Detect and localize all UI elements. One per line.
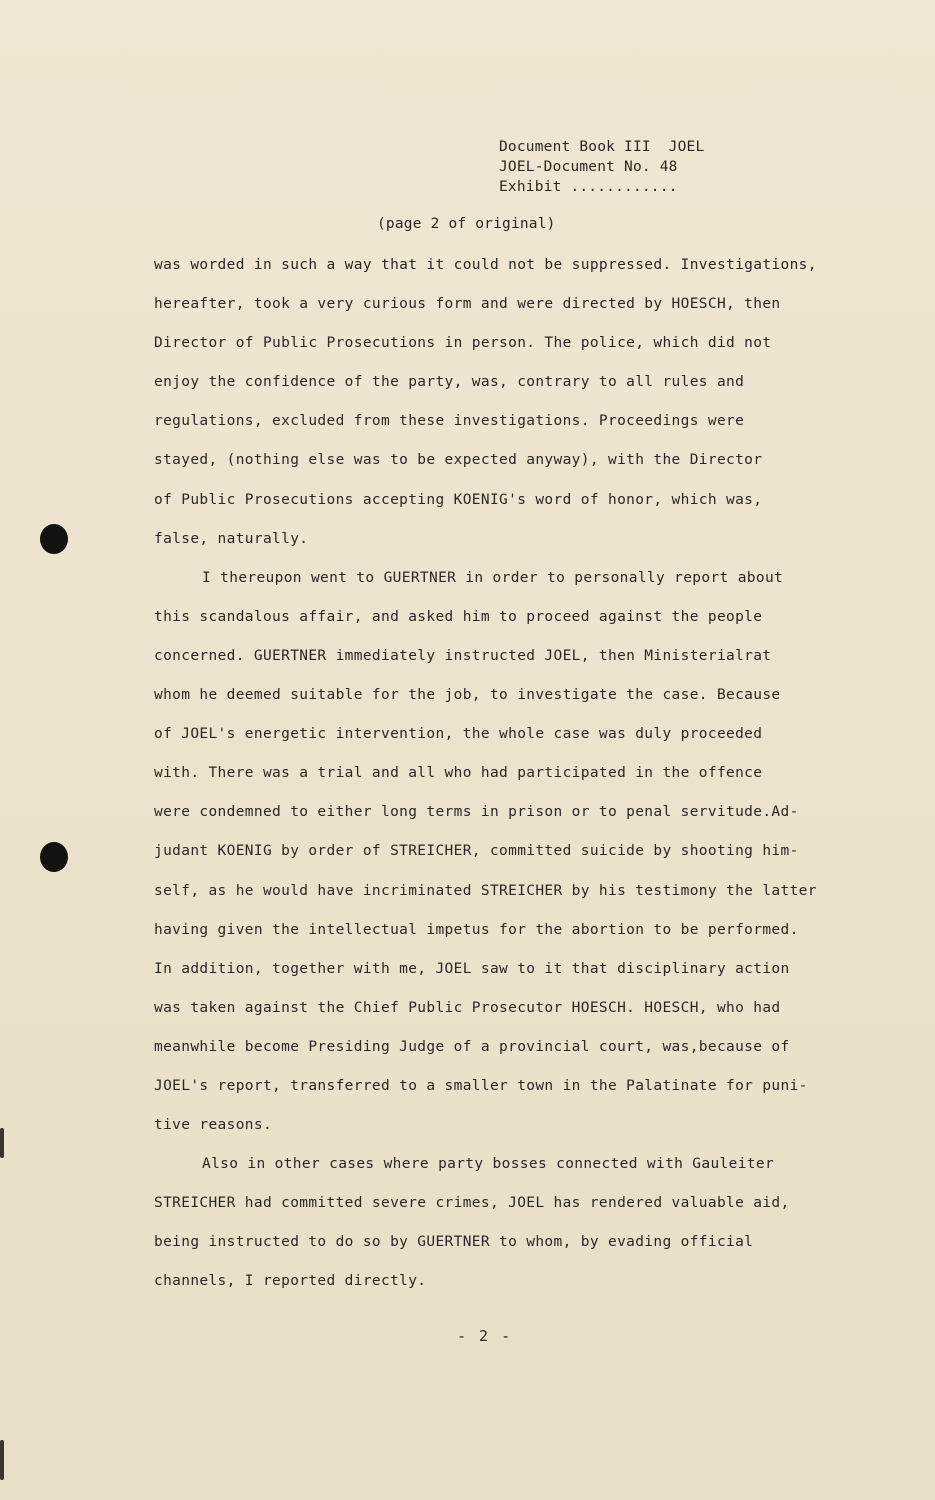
text-line: tive reasons. bbox=[154, 1117, 273, 1134]
text-line: Also in other cases where party bosses connected with Gauleiter bbox=[202, 1156, 775, 1173]
text-line: channels, I reported directly. bbox=[154, 1273, 427, 1290]
text-line: judant KOENIG by order of STREICHER, committed suicide by shooting him- bbox=[154, 843, 799, 860]
text-line: with. There was a trial and all who had participated in the offence bbox=[154, 765, 763, 782]
text-line: enjoy the confidence of the party, was, contrary to all rules and bbox=[154, 374, 745, 391]
text-line: false, naturally. bbox=[154, 530, 309, 547]
page-number: - 2 - bbox=[457, 1327, 513, 1345]
text-line: In addition, together with me, JOEL saw to it that disciplinary action bbox=[154, 960, 790, 977]
text-line: this scandalous affair, and asked him to proceed against the people bbox=[154, 608, 763, 625]
text-line: STREICHER had committed severe crimes, JOEL has rendered valuable aid, bbox=[154, 1195, 790, 1212]
text-line: was taken against the Chief Public Prosecutor HOESCH. HOESCH, who had bbox=[154, 999, 781, 1016]
punch-hole bbox=[40, 524, 68, 554]
text-line: JOEL's report, transferred to a smaller town in the Palatinate for puni- bbox=[154, 1077, 808, 1094]
edge-mark bbox=[0, 1128, 4, 1158]
text-line: being instructed to do so by GUERTNER to whom, by evading official bbox=[154, 1234, 754, 1251]
punch-hole bbox=[40, 842, 68, 872]
text-line: meanwhile become Presiding Judge of a provincial court, was,because of bbox=[154, 1038, 790, 1055]
text-line: concerned. GUERTNER immediately instructed JOEL, then Ministerialrat bbox=[154, 647, 772, 664]
text-line: hereafter, took a very curious form and were directed by HOESCH, then bbox=[154, 296, 781, 313]
text-line: stayed, (nothing else was to be expected anyway), with the Director bbox=[154, 452, 763, 469]
text-line: of Public Prosecutions accepting KOENIG's word of honor, which was, bbox=[154, 491, 763, 508]
exhibit-line: Exhibit ............ bbox=[499, 179, 678, 195]
text-line: Director of Public Prosecutions in person. The police, which did not bbox=[154, 335, 772, 352]
text-line: regulations, excluded from these investigations. Proceedings were bbox=[154, 413, 745, 430]
document-book-line: Document Book III JOEL bbox=[499, 139, 705, 155]
text-line: I thereupon went to GUERTNER in order to personally report about bbox=[202, 569, 784, 586]
text-line: was worded in such a way that it could not be suppressed. Investigations, bbox=[154, 257, 817, 273]
text-line: self, as he would have incriminated STREICHER by his testimony the latter bbox=[154, 882, 817, 899]
text-line: whom he deemed suitable for the job, to investigate the case. Because bbox=[154, 687, 781, 704]
page-of-original: (page 2 of original) bbox=[377, 216, 556, 232]
text-line: having given the intellectual impetus for the abortion to be performed. bbox=[154, 921, 799, 938]
edge-mark bbox=[0, 1440, 4, 1480]
text-line: of JOEL's energetic intervention, the whole case was duly proceeded bbox=[154, 726, 763, 743]
document-number-line: JOEL-Document No. 48 bbox=[499, 159, 678, 175]
document-header bbox=[499, 137, 704, 197]
text-line: were condemned to either long terms in prison or to penal servitude.Ad- bbox=[154, 804, 799, 821]
body-text bbox=[154, 252, 874, 1308]
